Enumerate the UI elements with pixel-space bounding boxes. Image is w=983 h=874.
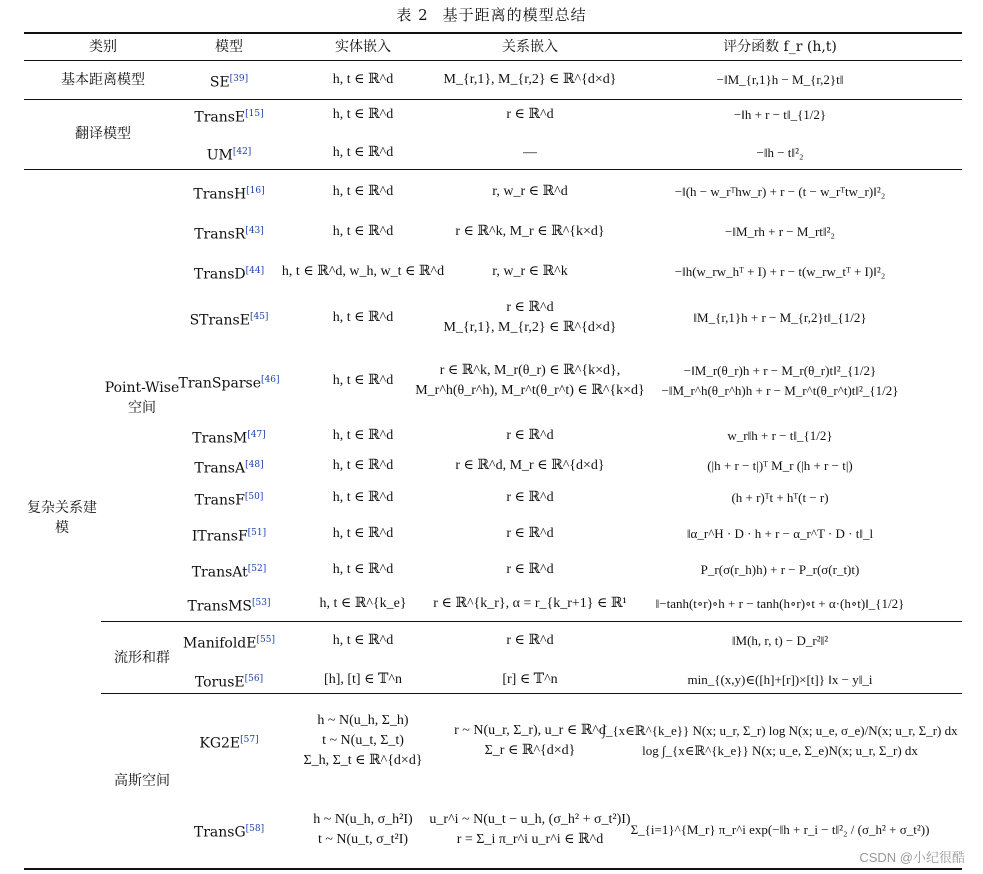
model-name [210, 70, 248, 92]
relation-embedding [492, 182, 567, 202]
row-rule [101, 621, 962, 622]
entity-embedding-line: h ~ N(u_h, Σ_h) [317, 713, 409, 728]
category-translation: 翻译模型 [75, 126, 131, 142]
score-function [731, 488, 828, 508]
model-name [188, 594, 271, 616]
score-function-line: ∫_{x∈ℝ^{k_e}} N(x; u_r, Σ_r) log N(x; u_e, σ_e)/N(x; u_r, Σ_r) dx [602, 723, 958, 738]
relation-embedding [523, 143, 537, 163]
score-function-line: −‖M_rh + r − M_rt‖²₂ [725, 224, 835, 239]
entity-embedding-line: h, t ∈ ℝ^d [332, 72, 394, 87]
model-label: TransE [194, 109, 246, 126]
top-rule [24, 32, 962, 34]
score-function [727, 426, 832, 446]
relation-embedding-line: r = Σ_i π_r^i u_r^i ∈ ℝ^d [456, 832, 604, 847]
relation-embedding [506, 524, 553, 544]
bottom-rule [24, 868, 962, 870]
entity-embedding [333, 70, 393, 90]
citation-ref[interactable]: [48] [245, 460, 264, 470]
relation-embedding-line: r ∈ ℝ^k, M_r ∈ ℝ^{k×d} [455, 224, 605, 239]
model-name [193, 182, 264, 204]
score-function [687, 524, 873, 544]
header-relation-embedding: 关系嵌入 [502, 39, 558, 55]
score-function-line: w_r‖h + r − t‖_{1/2} [727, 428, 833, 443]
citation-ref[interactable]: [58] [245, 824, 265, 834]
model-label: TransG [193, 824, 246, 841]
entity-embedding-line: h, t ∈ ℝ^d [332, 562, 394, 577]
relation-embedding-line: r ∈ ℝ^d [506, 526, 554, 541]
score-function-line: (h + r)ᵀt + hᵀ(t − r) [731, 490, 829, 505]
entity-embedding [333, 308, 393, 328]
relation-embedding-line: r ∈ ℝ^d [506, 300, 554, 315]
model-label: UM [206, 147, 233, 164]
score-function-line: −‖M_{r,1}h − M_{r,2}t‖ [716, 72, 844, 87]
model-name [194, 820, 264, 842]
entity-embedding-line: h, t ∈ ℝ^d [332, 373, 394, 388]
relation-embedding [444, 70, 617, 90]
citation-ref[interactable]: [15] [245, 109, 264, 119]
entity-embedding-line: h, t ∈ ℝ^d [332, 145, 394, 160]
entity-embedding [333, 524, 393, 544]
table-title: 基于距离的模型总结 [442, 6, 587, 24]
relation-embedding-line: r ∈ ℝ^d [506, 490, 554, 505]
model-label: STransE [189, 312, 250, 329]
model-name [195, 670, 263, 692]
table-number: 表 2 [396, 6, 429, 24]
relation-embedding-line: r ∈ ℝ^k, M_r(θ_r) ∈ ℝ^{k×d}, [439, 363, 621, 378]
citation-ref[interactable]: [50] [244, 492, 264, 502]
score-function-line: −‖h + r − t‖_{1/2} [733, 107, 827, 122]
relation-embedding-line: M_{r,1}, M_{r,2} ∈ ℝ^{d×d} [443, 320, 617, 335]
model-label: KG2E [199, 735, 241, 752]
score-function-line: min_{(x,y)∈([h]+[r])×[t]} ‖x − y‖_i [687, 672, 873, 687]
header-category: 类别 [89, 39, 117, 55]
score-function [661, 361, 898, 401]
model-name [199, 731, 258, 753]
score-function-line: ‖M(h, r, t) − D_r²‖² [731, 633, 829, 648]
relation-embedding-line: r, w_r ∈ ℝ^d [492, 184, 568, 199]
row-rule [24, 169, 962, 170]
relation-embedding-line: r ∈ ℝ^d [506, 428, 554, 443]
relation-embedding-line: r ~ N(u_r, Σ_r), u_r ∈ ℝ^d [454, 723, 606, 738]
header-entity-embedding: 实体嵌入 [335, 39, 391, 55]
citation-ref[interactable]: [53] [252, 598, 271, 608]
entity-embedding [333, 560, 393, 580]
score-function-line: (|h + r − t|)ᵀ M_r (|h + r − t|) [707, 458, 853, 473]
relation-embedding-line: r, w_r ∈ ℝ^k [492, 264, 568, 279]
model-label: TransA [194, 460, 246, 477]
model-name [194, 456, 263, 478]
citation-ref[interactable]: [39] [229, 74, 249, 84]
model-name [194, 105, 263, 127]
model-name [192, 560, 267, 582]
entity-embedding-line: h, t ∈ ℝ^d [332, 633, 394, 648]
model-label: ITransF [191, 528, 248, 545]
relation-embedding-line: u_r^i ~ N(u_t − u_h, (σ_h² + σ_t²)I) [429, 812, 631, 827]
entity-embedding-line: h, t ∈ ℝ^{k_e} [319, 596, 407, 611]
model-label: TransMS [187, 598, 253, 615]
entity-embedding [333, 631, 393, 651]
score-function-line: −‖h − t‖²₂ [756, 145, 804, 160]
score-function-line: −‖h(w_rw_hᵀ + I) + r − t(w_rw_tᵀ + I)‖²₂ [674, 264, 886, 279]
category-basic-distance: 基本距离模型 [61, 72, 145, 88]
model-name [192, 524, 266, 546]
score-function [734, 105, 826, 125]
score-function-line: −‖(h − w_rᵀhw_r) + r − (t − w_rᵀtw_r)‖²₂ [674, 184, 886, 199]
score-function-line: log ∫_{x∈ℝ^{k_e}} N(x; u_e, Σ_e)N(x; u_r, Σ_r) dx [642, 743, 918, 758]
row-rule [24, 99, 962, 100]
score-function-line: −‖M_r(θ_r)h + r − M_r(θ_r)t‖²_{1/2} [683, 363, 877, 378]
score-function [631, 820, 930, 840]
relation-embedding-line: M_r^h(θ_r^h), M_r^t(θ_r^t) ∈ ℝ^{k×d} [415, 383, 645, 398]
entity-embedding-line: h, t ∈ ℝ^d [332, 224, 394, 239]
entity-embedding-line: Σ_h, Σ_t ∈ ℝ^{d×d} [303, 753, 423, 768]
citation-ref[interactable]: [46] [260, 375, 280, 385]
entity-embedding-line: h, t ∈ ℝ^d [332, 310, 394, 325]
header-rule [24, 60, 962, 61]
model-label: TransAt [191, 564, 248, 581]
category-manifold-group: 流形和群 [114, 650, 170, 666]
category-complex-relation: 复杂关系建模 [27, 500, 97, 536]
entity-embedding [303, 711, 422, 771]
relation-embedding [502, 670, 557, 690]
relation-embedding [455, 222, 604, 242]
score-function [602, 721, 957, 761]
relation-embedding-line: r ∈ ℝ^d [506, 633, 554, 648]
relation-embedding [506, 560, 553, 580]
score-function [693, 308, 866, 328]
model-label: TransM [192, 430, 248, 447]
citation-ref[interactable]: [56] [244, 674, 264, 684]
entity-embedding-line: h, t ∈ ℝ^d [332, 107, 394, 122]
score-function [688, 670, 873, 690]
citation-ref[interactable]: [47] [247, 430, 266, 440]
relation-embedding-line: [r] ∈ 𝕋^n [502, 672, 558, 687]
citation-ref[interactable]: [52] [247, 564, 267, 574]
entity-embedding-line: [h], [t] ∈ 𝕋^n [324, 672, 402, 687]
relation-embedding-line: — [523, 145, 537, 160]
entity-embedding [324, 670, 402, 690]
entity-embedding [333, 488, 393, 508]
entity-embedding-line: h, t ∈ ℝ^d [332, 184, 394, 199]
header-score-function: 评分函数 f_r (h,t) [723, 39, 837, 55]
relation-embedding [444, 298, 617, 338]
score-function-line: P_r(σ(r_h)h) + r − P_r(σ(r_t)t) [700, 562, 860, 577]
table-caption [0, 4, 983, 25]
header-model: 模型 [215, 39, 243, 55]
entity-embedding [319, 594, 406, 614]
entity-embedding-line: h, t ∈ ℝ^d [332, 428, 394, 443]
relation-embedding [492, 262, 567, 282]
relation-embedding [429, 810, 630, 850]
citation-ref[interactable]: [44] [245, 266, 265, 276]
entity-embedding [333, 426, 393, 446]
score-function-line: ‖M_{r,1}h + r − M_{r,2}t‖_{1/2} [693, 310, 867, 325]
entity-embedding-line: h, t ∈ ℝ^d [332, 458, 394, 473]
relation-embedding [506, 105, 553, 125]
category-gaussian: 高斯空间 [114, 773, 170, 789]
entity-embedding [333, 143, 393, 163]
score-function [717, 70, 844, 90]
model-name [179, 371, 280, 393]
entity-embedding [333, 371, 393, 391]
entity-embedding [333, 182, 393, 202]
entity-embedding-line: h, t ∈ ℝ^d, w_h, w_t ∈ ℝ^d [281, 264, 445, 279]
citation-ref[interactable]: [55] [256, 635, 275, 645]
relation-embedding [433, 594, 626, 614]
model-name [192, 426, 265, 448]
model-label: TransD [193, 266, 246, 283]
model-name [194, 222, 264, 244]
score-function-line: Σ_{i=1}^{M_r} π_r^i exp(−‖h + r_i − t‖²₂ / (σ_h² + σ_t²)) [630, 822, 930, 837]
score-function [756, 143, 803, 163]
model-label: SE [209, 74, 230, 91]
model-name [183, 631, 275, 653]
citation-ref[interactable]: [57] [240, 735, 259, 745]
citation-ref[interactable]: [45] [249, 312, 269, 322]
relation-embedding [506, 631, 553, 651]
entity-embedding [333, 105, 393, 125]
score-function-line: ‖−tanh(t∘r)∘h + r − tanh(h∘r)∘t + α·(h∘t)‖_{1/2} [655, 596, 905, 611]
model-label: TransH [193, 186, 247, 203]
relation-embedding-line: M_{r,1}, M_{r,2} ∈ ℝ^{d×d} [443, 72, 617, 87]
score-function [732, 631, 828, 651]
relation-embedding-line: r ∈ ℝ^{k_r}, α = r_{k_r+1} ∈ ℝ¹ [433, 596, 627, 611]
model-label: TranSparse [178, 375, 261, 392]
score-function [675, 182, 886, 202]
citation-ref[interactable]: [42] [232, 147, 252, 157]
entity-embedding [333, 222, 393, 242]
model-name [190, 308, 269, 330]
citation-ref[interactable]: [51] [247, 528, 267, 538]
relation-embedding [455, 456, 604, 476]
model-label: TransR [194, 226, 246, 243]
score-function [707, 456, 853, 476]
relation-embedding [506, 426, 553, 446]
relation-embedding-line: Σ_r ∈ ℝ^{d×d} [484, 743, 576, 758]
entity-embedding [282, 262, 444, 282]
score-function [675, 262, 886, 282]
model-label: ManifoldE [183, 635, 257, 652]
citation-ref[interactable]: [43] [245, 226, 264, 236]
relation-embedding-line: r ∈ ℝ^d [506, 107, 554, 122]
score-function [725, 222, 835, 242]
model-name [195, 488, 264, 510]
relation-embedding [506, 488, 553, 508]
relation-embedding-line: r ∈ ℝ^d, M_r ∈ ℝ^{d×d} [455, 458, 605, 473]
entity-embedding-line: t ~ N(u_t, σ_t²I) [317, 832, 409, 847]
entity-embedding-line: h, t ∈ ℝ^d [332, 526, 394, 541]
row-rule [101, 693, 962, 694]
model-label: TorusE [194, 674, 245, 691]
score-function-line: ‖α_r^H · D · h + r − α_r^T · D · t‖_l [686, 526, 874, 541]
citation-ref[interactable]: [16] [246, 186, 265, 196]
entity-embedding-line: h ~ N(u_h, σ_h²I) [313, 812, 413, 827]
relation-embedding [454, 721, 606, 761]
entity-embedding-line: t ~ N(u_t, Σ_t) [322, 733, 404, 748]
relation-embedding [415, 361, 645, 401]
score-function [701, 560, 860, 580]
model-label: TransF [194, 492, 245, 509]
score-function [656, 594, 905, 614]
entity-embedding [333, 456, 393, 476]
model-name [194, 262, 264, 284]
model-name [207, 143, 252, 165]
entity-embedding-line: h, t ∈ ℝ^d [332, 490, 394, 505]
entity-embedding [313, 810, 412, 850]
score-function-line: −‖M_r^h(θ_r^h)h + r − M_r^t(θ_r^t)t‖²_{1/2} [661, 383, 899, 398]
watermark: CSDN @小纪很酷 [859, 850, 965, 865]
relation-embedding-line: r ∈ ℝ^d [506, 562, 554, 577]
category-point-wise: Point-Wise空间 [104, 380, 180, 416]
